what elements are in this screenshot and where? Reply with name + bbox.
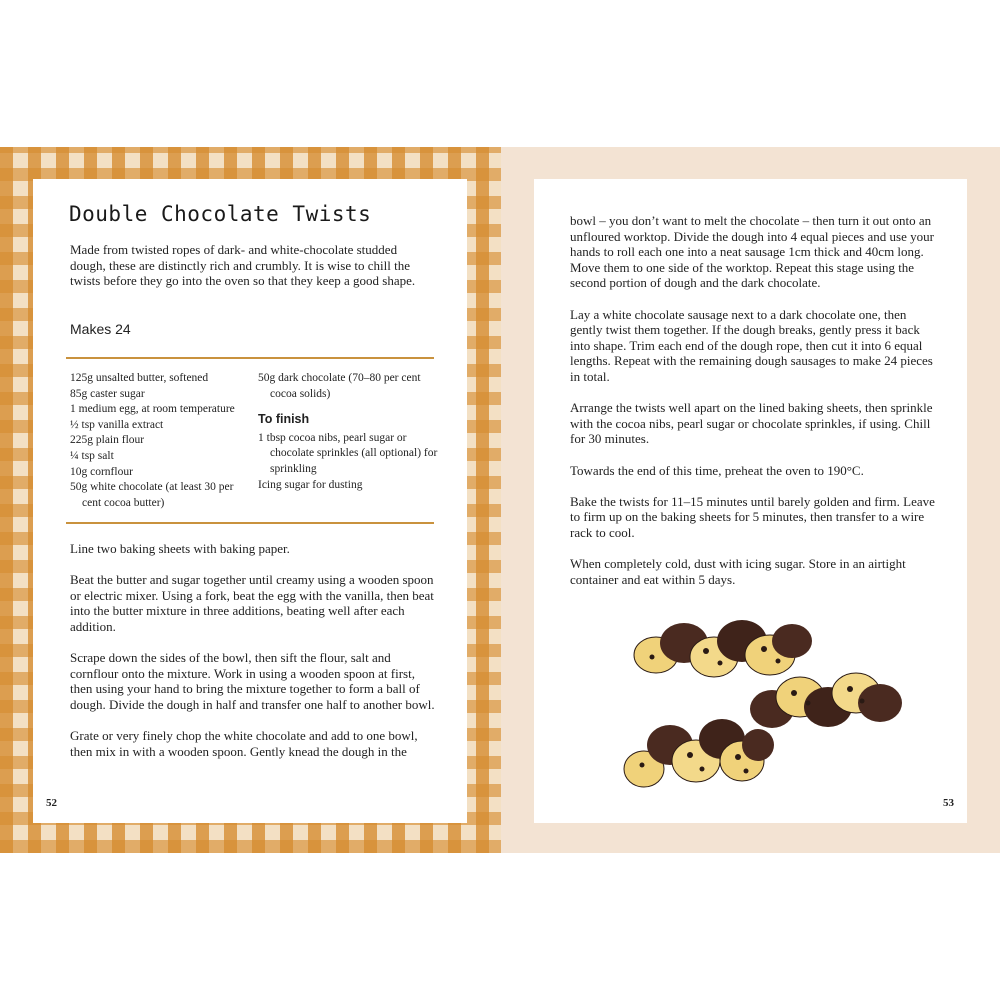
ingredient-item: 125g unsalted butter, softened [70,372,209,384]
method-paragraph: Scrape down the sides of the bowl, then sift the flour, salt and cornflour onto the mixture. Work in using a wooden spoon at first, then using your hand to bring the mixture together to form a ball of dough. Divide the dough in half and transfer one half to another bowl. [70,650,435,712]
ingredient-item: 1 medium egg, at room temperature [70,403,235,416]
method-paragraph: Lay a white chocolate sausage next to a dark chocolate one, then gently twist them together. If the dough breaks, gently press it back into shape. Trim each end of the dough rope, then cut it into 6 equal lengths. Repeat with the remaining dough sausages to make 24 pieces in total. [570,306,933,384]
ingredient-item: 85g caster sugar [70,387,145,400]
ingredients-top-rule [66,357,434,359]
method-paragraph: Arrange the twists well apart on the lined baking sheets, then sprinkle with the cocoa nibs, pearl sugar or chocolate sprinkles, if using. Chill for 30 minutes. [570,400,933,447]
right-page [534,179,967,823]
page-number-right: 53 [943,797,954,809]
method-paragraph: Grate or very finely chop the white chocolate and add to one bowl, then mix in with a wooden spoon. Gently knead the dough in the [70,728,418,759]
recipe-intro: Made from twisted ropes of dark- and white-chocolate studded dough, these are distinctly rich and crumbly. It is wise to chill the twists before they go into the oven so that they keep a good shape. [70,242,416,289]
ingredient-item: 225g plain flour [70,434,145,447]
method-paragraph: Beat the butter and sugar together until creamy using a wooden spoon or electric mixer. Using a fork, beat the egg with the vanilla, then beat into the butter mixture in three additions, beating well after each addition. [70,572,434,634]
ingredient-item: 10g cornflour [70,465,133,478]
ingredients-column-2 [258,371,438,493]
ingredients-column-1 [70,371,255,511]
twist-3 [624,719,774,787]
ingredient-item: ¼ tsp salt [70,449,114,462]
page-number-left: 52 [46,797,57,809]
method-left [70,541,436,775]
finish-item: Icing sugar for dusting [258,478,363,491]
method-paragraph: bowl – you don’t want to melt the chocolate – then turn it out onto an unfloured worktop. Divide the dough into 4 equal pieces and use your hands to roll each one into a neat sausage 1cm thick and 40cm long. Move them to one side of the worktop. Repeat this stage using the second portion of dough and the dark chocolate. [570,213,934,291]
finish-item: 1 tbsp cocoa nibs, pearl sugar or chocolate sprinkles (all optional) for sprinkling [258,431,438,475]
chocolate-twists-illustration [622,611,942,807]
method-paragraph: Towards the end of this time, preheat the oven to 190°C. [570,462,864,478]
recipe-yield: Makes 24 [70,321,131,337]
ingredient-item: 50g white chocolate (at least 30 per cent cocoa butter) [70,481,234,509]
method-paragraph: When completely cold, dust with icing sugar. Store in an airtight container and eat within 5 days. [570,556,906,587]
finish-heading: To finish [258,412,310,427]
twist-1 [634,620,812,677]
method-paragraph: Line two baking sheets with baking paper. [70,541,290,556]
method-paragraph: Bake the twists for 11–15 minutes until barely golden and firm. Leave to firm up on the baking sheets for 5 minutes, then transfer to a wire rack to cool. [570,493,935,540]
recipe-title: Double Chocolate Twists [69,202,372,226]
twist-2 [750,673,902,728]
book-spread [0,147,1000,853]
ingredients-bottom-rule [66,522,434,524]
method-right [570,213,935,603]
left-page [33,179,467,823]
ingredient-item: 50g dark chocolate (70–80 per cent cocoa solids) [258,372,421,400]
ingredient-item: ½ tsp vanilla extract [70,418,164,431]
